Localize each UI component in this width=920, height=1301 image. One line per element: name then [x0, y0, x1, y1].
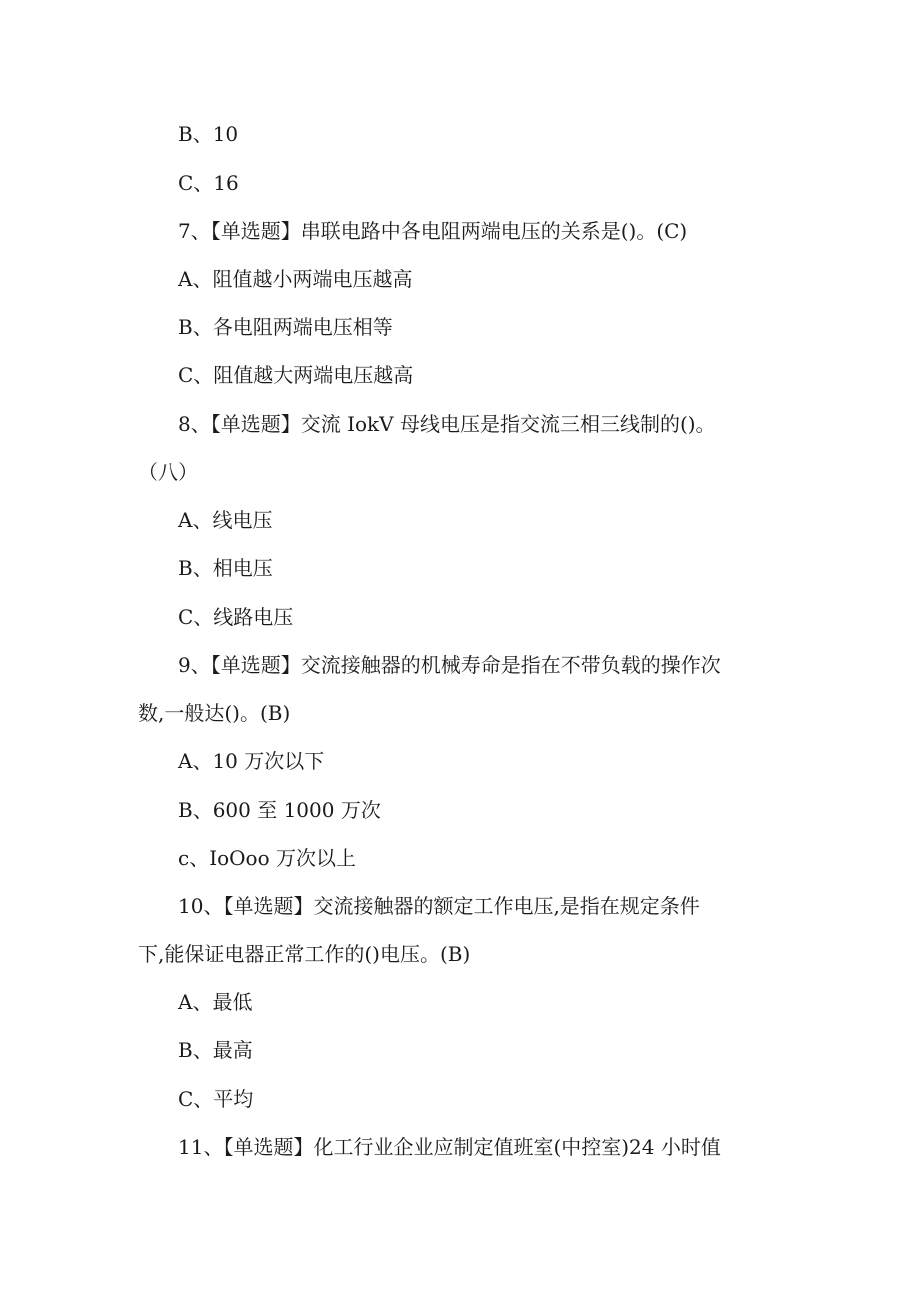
question-8: 8、【单选题】交流 IokV 母线电压是指交流三相三线制的()。: [178, 412, 716, 436]
option-a-q8: A、线电压: [178, 508, 273, 532]
option-a-q10: A、最低: [178, 990, 253, 1014]
option-b-q8: B、相电压: [178, 556, 273, 580]
question-11: 11、【单选题】化工行业企业应制定值班室(中控室)24 小时值: [178, 1135, 721, 1159]
option-a-q9: A、10 万次以下: [178, 749, 325, 773]
question-9: 9、【单选题】交流接触器的机械寿命是指在不带负载的操作次: [178, 653, 721, 677]
option-c-q8: C、线路电压: [178, 605, 294, 629]
option-b-q9: B、600 至 1000 万次: [178, 798, 381, 822]
question-10: 10、【单选题】交流接触器的额定工作电压,是指在规定条件: [178, 894, 700, 918]
question-10-continued: 下,能保证电器正常工作的()电压。(B): [138, 942, 471, 966]
option-c-q7: C、阻值越大两端电压越高: [178, 363, 414, 387]
question-7: 7、【单选题】串联电路中各电阻两端电压的关系是()。(C): [178, 219, 688, 243]
option-a-q7: A、阻值越小两端电压越高: [178, 267, 413, 291]
option-b-q7: B、各电阻两端电压相等: [178, 315, 393, 339]
option-c-q9: c、IoOoo 万次以上: [178, 846, 356, 870]
question-8-answer: （八）: [138, 460, 198, 484]
option-c-q10: C、平均: [178, 1087, 254, 1111]
option-b-q6: B、10: [178, 122, 239, 146]
question-9-continued: 数,一般达()。(B): [138, 701, 291, 725]
option-b-q10: B、最高: [178, 1038, 253, 1062]
option-c-q6: C、16: [178, 171, 239, 195]
